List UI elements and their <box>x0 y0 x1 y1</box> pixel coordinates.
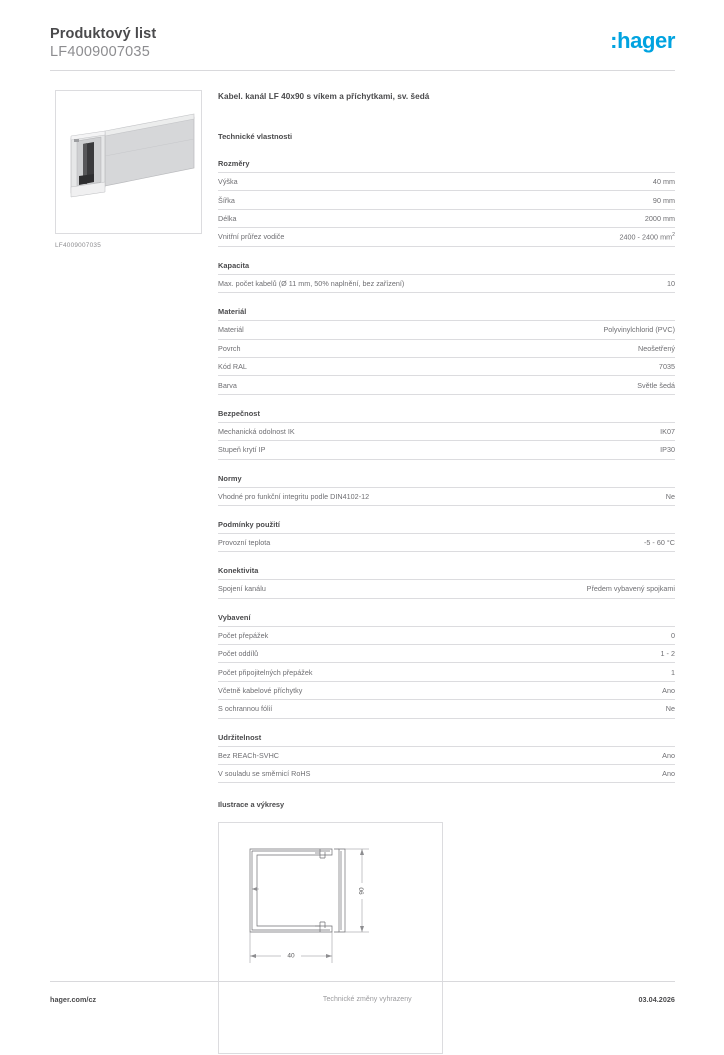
spec-label: Mechanická odolnost IK <box>218 426 295 436</box>
product-name: Kabel. kanál LF 40x90 s víkem a příchytkami, sv. šedá <box>218 92 430 101</box>
spec-label: Stupeň krytí IP <box>218 445 266 455</box>
product-photo <box>63 108 196 228</box>
technical-properties-heading: Technické vlastnosti <box>218 132 293 141</box>
spec-label: Vnitřní průřez vodiče <box>218 232 285 242</box>
illustration-box <box>218 822 443 1054</box>
page-title: Produktový list <box>50 26 157 42</box>
illustrations-section <box>218 800 675 1054</box>
table-row <box>218 376 675 394</box>
table-row <box>218 764 675 782</box>
drawing-height-label: 90 <box>358 887 366 895</box>
spec-value: 0 <box>670 630 675 640</box>
spec-table <box>218 579 675 598</box>
spec-label: Délka <box>218 213 237 223</box>
spec-label: Materiál <box>218 325 244 335</box>
product-image-column <box>55 90 202 249</box>
spec-value: -5 - 60 °C <box>643 538 675 548</box>
technical-drawing <box>219 823 444 1055</box>
spec-group-title: Konektivita <box>218 566 259 576</box>
hager-logo: :hager <box>610 28 675 53</box>
spec-label: Bez REACh-SVHC <box>218 750 279 760</box>
table-row <box>218 191 675 209</box>
spec-value: IK07 <box>660 426 675 436</box>
drawing-width-label: 40 <box>287 952 295 960</box>
spec-label: Šířka <box>218 195 235 205</box>
footer-divider <box>50 981 675 982</box>
spec-value: 1 - 2 <box>660 649 675 659</box>
spec-group <box>218 613 675 719</box>
spec-label: Povrch <box>218 343 241 353</box>
spec-value: 40 mm <box>652 177 675 187</box>
table-row <box>218 487 675 505</box>
spec-label: Počet přepážek <box>218 630 269 640</box>
spec-group <box>218 520 675 552</box>
table-row <box>218 441 675 459</box>
spec-table <box>218 172 675 247</box>
illustrations-title: Ilustrace a výkresy <box>218 800 285 810</box>
spec-value: Ne <box>665 704 675 714</box>
spec-label: Kód RAL <box>218 362 247 372</box>
spec-value-superscript: 2 <box>672 232 675 239</box>
table-row <box>218 339 675 357</box>
spec-value: 90 mm <box>652 195 675 205</box>
spec-table <box>218 487 675 506</box>
spec-group <box>218 261 675 293</box>
spec-label: Vhodné pro funkční integritu podle DIN4102-12 <box>218 491 370 501</box>
spec-table <box>218 746 675 784</box>
table-row <box>218 681 675 699</box>
table-row <box>218 358 675 376</box>
page-header <box>50 26 675 70</box>
table-row <box>218 700 675 718</box>
spec-table <box>218 533 675 552</box>
footer-date: 03.04.2026 <box>638 995 675 1004</box>
table-row <box>218 580 675 598</box>
header-titles <box>50 26 156 61</box>
spec-value: 2000 mm <box>644 213 675 223</box>
spec-value-text: 2400 - 2400 mm <box>619 232 673 242</box>
table-row <box>218 228 675 247</box>
table-row <box>218 274 675 292</box>
footer-website[interactable]: hager.com/cz <box>50 995 97 1004</box>
spec-label: Max. počet kabelů (Ø 11 mm, 50% naplnění, bez zařízení) <box>218 279 405 289</box>
spec-group <box>218 474 675 506</box>
spec-group-title: Rozměry <box>218 159 250 168</box>
spec-value <box>501 228 675 247</box>
spec-group-title: Vybavení <box>218 612 251 622</box>
spec-value: 10 <box>666 279 675 289</box>
spec-group <box>218 733 675 784</box>
spec-value: Světle šedá <box>637 380 675 390</box>
spec-table <box>218 422 675 460</box>
spec-table <box>218 274 675 293</box>
spec-label: Barva <box>218 380 237 390</box>
spec-group <box>218 159 675 247</box>
spec-value: Neošetřený <box>638 343 675 353</box>
table-row <box>218 173 675 191</box>
spec-value: Předem vybavený spojkami <box>586 584 675 594</box>
table-row <box>218 663 675 681</box>
spec-group <box>218 409 675 460</box>
spec-value: IP30 <box>660 445 675 455</box>
table-row <box>218 533 675 551</box>
table-row <box>218 422 675 440</box>
spec-value: Ano <box>662 769 675 779</box>
spec-label: S ochrannou fólií <box>218 704 273 714</box>
spec-value: Polyvinylchlorid (PVC) <box>603 325 675 335</box>
spec-label: Výška <box>218 177 238 187</box>
spec-group <box>218 307 675 395</box>
spec-label: Včetně kabelové příchytky <box>218 685 303 695</box>
table-row <box>218 209 675 227</box>
spec-group-title: Materiál <box>218 307 247 317</box>
spec-table <box>218 320 675 395</box>
spec-group <box>218 566 675 598</box>
product-reference: LF4009007035 <box>50 44 150 61</box>
spec-label: Provozní teplota <box>218 538 271 548</box>
table-row <box>218 746 675 764</box>
spec-group-title: Kapacita <box>218 260 250 270</box>
spec-value: Ne <box>665 491 675 501</box>
spec-group-title: Bezpečnost <box>218 408 260 418</box>
spec-label: V souladu se směrnicí RoHS <box>218 769 311 779</box>
spec-label: Spojení kanálu <box>218 584 266 594</box>
product-image-box <box>55 90 202 234</box>
table-row <box>218 321 675 339</box>
table-row <box>218 645 675 663</box>
spec-value: Ano <box>662 750 675 760</box>
table-row <box>218 626 675 644</box>
spec-group-title: Podmínky použití <box>218 519 280 529</box>
spec-value: Ano <box>662 685 675 695</box>
footer-notice: Technické změny vyhrazeny <box>322 996 412 1003</box>
spec-value: 7035 <box>658 362 675 372</box>
spec-value: 1 <box>670 667 675 677</box>
header-divider <box>50 70 675 71</box>
spec-group-title: Normy <box>218 473 242 483</box>
specifications-column <box>218 92 675 1054</box>
page-footer <box>50 995 675 1004</box>
spec-groups-container <box>218 159 675 783</box>
product-image-caption: LF4009007035 <box>55 242 101 249</box>
spec-label: Počet připojitelných přepážek <box>218 667 313 677</box>
spec-group-title: Udržitelnost <box>218 732 262 742</box>
spec-table <box>218 626 675 719</box>
spec-label: Počet oddílů <box>218 649 259 659</box>
